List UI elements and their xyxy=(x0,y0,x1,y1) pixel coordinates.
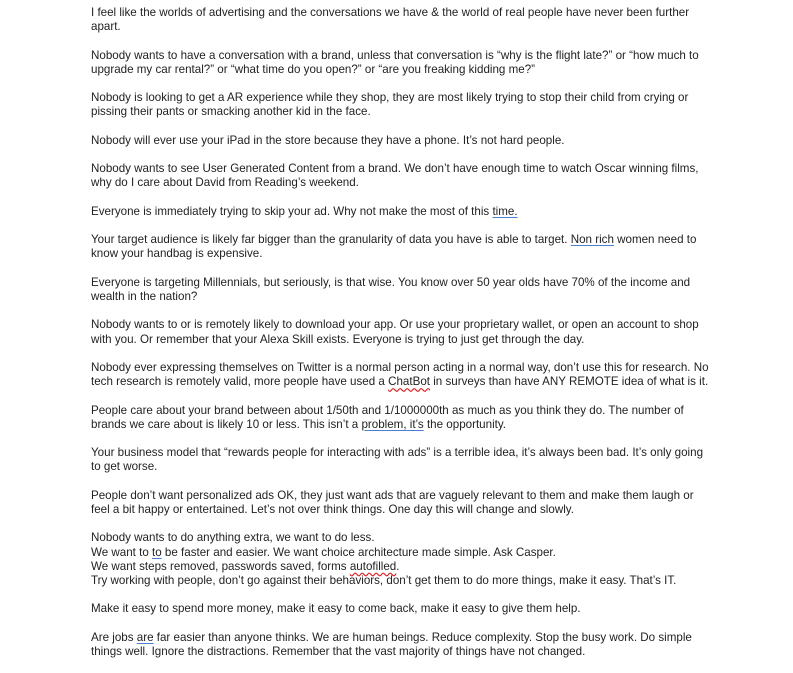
text-run: Everyone is immediately trying to skip your ad. Why not make the most of this xyxy=(91,204,493,218)
text-run: We want steps removed, passwords saved, forms xyxy=(91,559,350,573)
text-line xyxy=(91,531,711,545)
text-line xyxy=(91,546,711,560)
text-run: Try working with people, don’t go against their behaviors, don’t get them to do more things, make it easy. That’s IT. xyxy=(91,573,677,587)
text-run: Are jobs xyxy=(91,630,137,644)
text-run: in surveys than have ANY REMOTE idea of what is it. xyxy=(430,375,709,389)
text-run: far easier than anyone thinks. We are human beings. Reduce complexity. Stop the busy work. Do simple things well. Ignore the distractions. Remember that the vast majority of things have not changed. xyxy=(91,630,692,658)
text-run: I feel like the worlds of advertising and the conversations we have & the world of real people have never been further apart. xyxy=(91,6,690,34)
text-line xyxy=(91,404,711,432)
text-line xyxy=(91,276,711,304)
text-line xyxy=(91,446,711,474)
paragraph xyxy=(91,49,711,77)
text-line xyxy=(91,489,711,517)
text-line xyxy=(91,318,711,346)
text-run: Nobody wants to or is remotely likely to download your app. Or use your proprietary wallet, or open an account to shop with you. Or remember that your Alexa Skill exists. Everyone is trying to just get through the day. xyxy=(91,318,699,346)
paragraph xyxy=(91,91,711,119)
paragraph xyxy=(91,233,711,261)
paragraph xyxy=(91,404,711,432)
paragraph xyxy=(91,631,711,659)
spelling-flag: autofilled xyxy=(349,559,397,573)
text-run: . xyxy=(396,559,400,573)
text-line xyxy=(91,631,711,659)
paragraph xyxy=(91,531,711,588)
text-line xyxy=(91,49,711,77)
text-line xyxy=(91,134,711,148)
paragraph xyxy=(91,361,711,389)
text-line xyxy=(91,574,711,588)
grammar-flag: problem, it’s xyxy=(361,417,424,431)
text-run: People don’t want personalized ads OK, they just want ads that are vaguely relevant to them and make them laugh or feel a bit happy or entertained. Let’s not over think things. One day this will change and slowly. xyxy=(91,488,694,516)
paragraph xyxy=(91,318,711,346)
paragraph xyxy=(91,205,711,219)
text-run: We want to xyxy=(91,545,153,559)
text-line xyxy=(91,162,711,190)
spelling-flag: ChatBot xyxy=(388,375,430,389)
text-line xyxy=(91,560,711,574)
text-line xyxy=(91,205,711,219)
document-body xyxy=(91,6,711,673)
text-run: Make it easy to spend more money, make it easy to come back, make it easy to give them help. xyxy=(91,602,581,616)
paragraph xyxy=(91,489,711,517)
grammar-flag: Non rich xyxy=(570,233,614,247)
text-run: Nobody wants to do anything extra, we want to do less. xyxy=(91,531,375,545)
text-run: Nobody will ever use your iPad in the store because they have a phone. It’s not hard people. xyxy=(91,133,565,147)
text-run: Nobody ever expressing themselves on Twitter is a normal person acting in a normal way, don’t use this for research. No tech research is remotely valid, more people have used a xyxy=(91,360,709,389)
text-run: the opportunity. xyxy=(423,417,507,431)
paragraph xyxy=(91,602,711,616)
text-run: Your business model that “rewards people for interacting with ads” is a terrible idea, it’s always been bad. It’s only going to get worse. xyxy=(91,446,704,474)
paragraph xyxy=(91,446,711,474)
grammar-flag: time. xyxy=(492,204,518,218)
text-line xyxy=(91,91,711,119)
text-run: be faster and easier. We want choice architecture made simple. Ask Casper. xyxy=(161,545,556,559)
grammar-flag: to xyxy=(152,545,162,559)
text-run: Everyone is targeting Millennials, but seriously, is that wise. You know over 50 year olds have 70% of the income and wealth in the nation? xyxy=(91,275,691,303)
paragraph xyxy=(91,6,711,34)
text-line xyxy=(91,6,711,34)
text-line xyxy=(91,361,711,389)
text-line xyxy=(91,233,711,261)
text-run: women need to know your handbag is expensive. xyxy=(91,233,697,261)
text-run: People care about your brand between about 1/50th and 1/1000000th as much as you think they do. The number of brands we care about is likely 10 or less. This isn’t a xyxy=(91,403,684,431)
text-run: Your target audience is likely far bigger than the granularity of data you have is able to target. xyxy=(91,233,571,247)
paragraph xyxy=(91,162,711,190)
grammar-flag: are xyxy=(136,630,154,644)
text-run: Nobody is looking to get a AR experience while they shop, they are most likely trying to stop their child from crying or pissing their pants or smacking another kid in the face. xyxy=(91,91,689,119)
text-run: Nobody wants to have a conversation with a brand, unless that conversation is “why is the flight late?” or “how much to upgrade my car rental?” or “what time do you open?” or “are you freaking kidding me?” xyxy=(91,48,699,76)
paragraph xyxy=(91,276,711,304)
paragraph xyxy=(91,134,711,148)
text-run: Nobody wants to see User Generated Content from a brand. We don’t have enough time to watch Oscar winning films, why do I care about David from Reading’s weekend. xyxy=(91,162,699,190)
text-line xyxy=(91,602,711,616)
